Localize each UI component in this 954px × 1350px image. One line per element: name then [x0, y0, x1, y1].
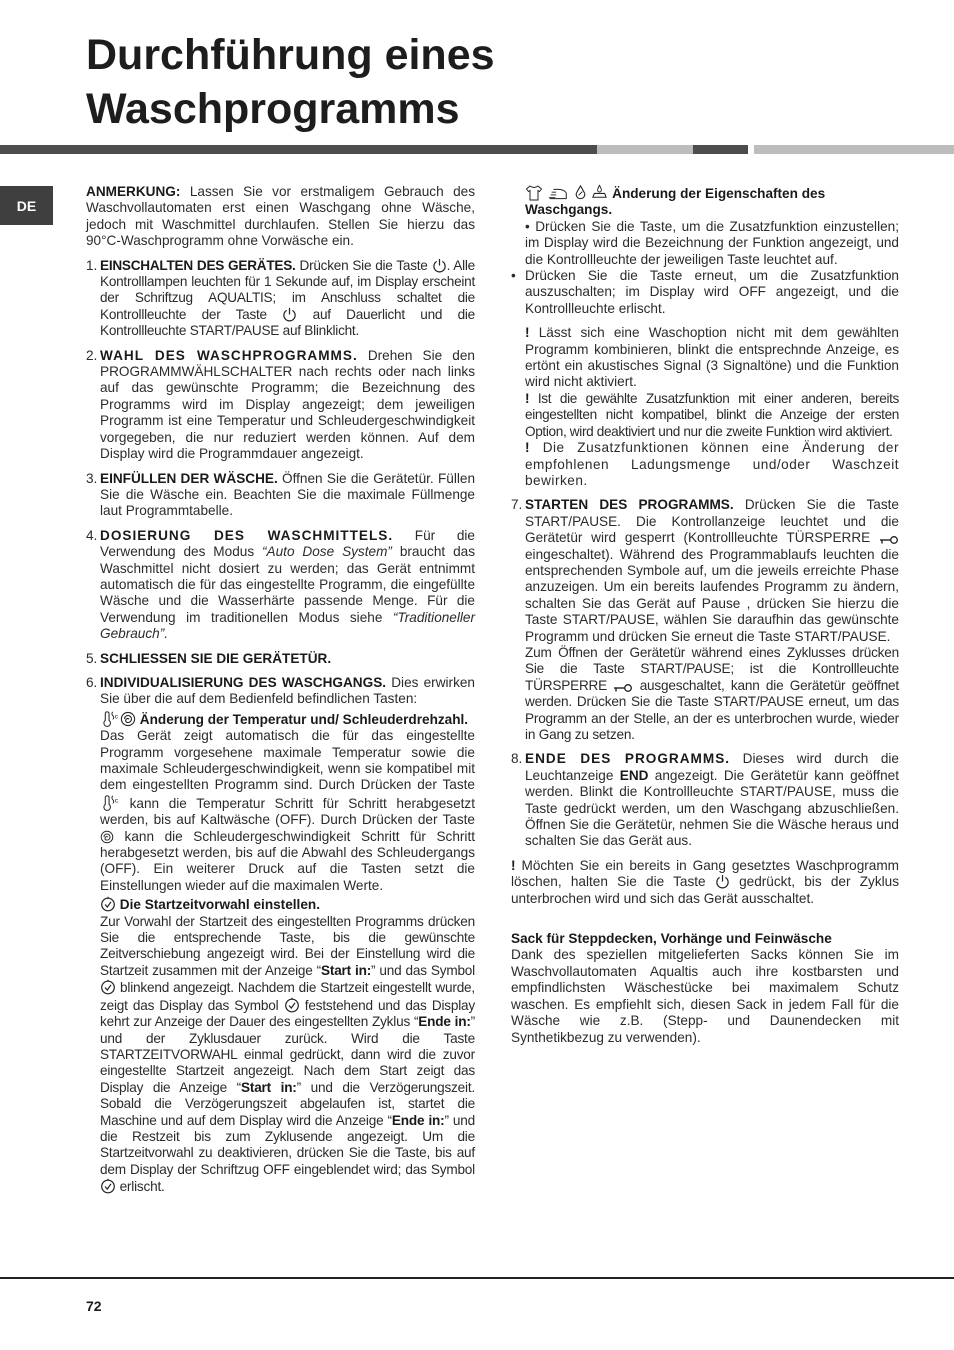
- title-line-1: Durchführung eines: [86, 31, 495, 79]
- delay-text: blinkend angezeigt. Nachdem die Startzeit eingestellt wurde, zeigt das Display das Symbol: [100, 980, 475, 1013]
- step-heading: SCHLIESSEN SIE DIE GERÄTETÜR.: [100, 650, 332, 666]
- warning-mark: !: [525, 440, 531, 456]
- step-text: Zum Öffnen der Gerätetür während eines Zyklusses drücken Sie die Taste START/PAUSE; ist die Kontrollleuchte TÜRSPERRE: [525, 644, 899, 693]
- power-icon: [282, 307, 297, 322]
- step-number: 8.: [511, 751, 523, 767]
- spin-text: kann die Schleudergeschwindigkeit Schritt für Schritt herabgesetzt werden, bis auf die Abwahl des Schleudergangs (OFF). Ein weiterer Druck auf die Tasten setzt die Einstellungen wieder auf die maximalen Werte.: [100, 828, 475, 893]
- sack-text: Dank des speziellen mitgelieferten Sacks können Sie im Waschvollautomaten Aqualtis auch ihre kostbarsten und empfindlichsten Wäschestücke bei maximalem Schutz waschen. Es empfiehlt sich, diesen Sack in jedem Fall für die Wäsche wie z.B. (Stepp- und Daunendecken mit Synthetikbezug zu verwenden).: [511, 947, 899, 1045]
- step-heading: DOSIERUNG DES WASCHMITTELS.: [100, 527, 394, 543]
- rule-segment: [693, 145, 748, 154]
- delay-start-icon: [284, 997, 300, 1013]
- title-line-2: Waschprogramms: [86, 85, 460, 133]
- indent: [511, 325, 525, 489]
- step-3: [86, 471, 475, 520]
- step-number: 4.: [86, 527, 98, 543]
- step-number: 3.: [86, 470, 98, 486]
- options-heading: Änderung der Eigenschaften des Waschgangs.: [525, 186, 826, 218]
- rule-segment: [597, 145, 693, 154]
- page-title: [86, 28, 495, 136]
- delay-text: erlischt.: [116, 1179, 165, 1195]
- temperature-spin-heading: Änderung der Temperatur und/ Schleuderdrehzahl.: [136, 711, 469, 727]
- display-end-label: Ende in:: [418, 1014, 471, 1030]
- temperature-text: kann die Temperatur Schritt für Schritt herabgesetzt werden, bis auf Kaltwäsche (OFF). Durch Drücken der Taste: [100, 795, 475, 828]
- step-heading: INDIVIDUALISIERUNG DES WASCHGANGS.: [100, 674, 387, 690]
- warning-text: Ist die gewählte Zusatzfunktion mit einer anderen, bereits eingestellten nicht kompatibel, blinkt die Anzeige der ersten Option, wird deaktiviert und nur die zweite Funktion wird aktiviert.: [525, 390, 899, 439]
- delay-text: feststehend und das Display kehrt zur Anzeige der Dauer des eingestellten Zyklus “: [100, 997, 475, 1030]
- bullet-mark: •: [511, 268, 516, 284]
- note-paragraph: [86, 184, 475, 250]
- temperature-text: Das Gerät zeigt automatisch die für das eingestellte Programm vorgesehene maximale Temperatur sowie die maximale Schleudergeschwindigkeit, wenn sie kompatibel mit dem eingestellten Programm sind. Durch Drücken der Taste: [100, 728, 475, 793]
- step-heading: EINSCHALTEN DES GERÄTES.: [100, 257, 296, 273]
- step-text: Für die Verwendung des Modus: [100, 527, 475, 560]
- sack-heading: Sack für Steppdecken, Vorhänge und Feinwäsche: [511, 931, 832, 947]
- cancel-text: gedrückt, bis der Zyklus unterbrochen wird und sich das Gerät ausschaltet.: [511, 874, 899, 906]
- temperature-icon: [100, 794, 120, 811]
- step-text: angezeigt. Die Gerätetür kann geöffnet werden. Blinkt die Kontrollleuchte START/PAUSE, muss die Taste gedrückt werden, um den Waschgang abzuschließen. Öffnen Sie die Gerätetür, nehmen Sie die Wäsche heraus und schalten Sie das Gerät aus.: [525, 767, 899, 849]
- page-number: 72: [86, 1298, 102, 1314]
- step-number: 6.: [86, 674, 98, 690]
- step-7: [511, 497, 899, 743]
- step-heading: ENDE DES PROGRAMMS.: [525, 751, 731, 767]
- cancel-paragraph: [511, 858, 899, 907]
- step-text: Drücken Sie die Taste: [295, 257, 432, 273]
- cancel-text: Möchten Sie ein bereits in Gang gesetztes Waschprogramm löschen, halten Sie die Taste: [511, 857, 899, 890]
- options-bullet-2: Drücken Sie die Taste erneut, um die Zusatzfunktion auszuschalten; im Display wird OFF angezeigt, und die Kontrollleuchte erlischt.: [525, 268, 899, 316]
- door-lock-key-icon: [613, 683, 633, 693]
- header-rule-bar: [0, 145, 954, 154]
- delay-start-icon: [100, 979, 116, 995]
- step-heading: WAHL DES WASCHPROGRAMMS.: [100, 347, 358, 363]
- shirt-icon: [525, 185, 543, 201]
- step-text: Öffnen Sie die Gerätetür. Füllen Sie die Wäsche ein. Beachten Sie die maximale Füllmenge laut Programmtabelle.: [100, 470, 476, 519]
- temperature-spin-section: [100, 710, 475, 894]
- power-icon: [432, 258, 447, 273]
- step-number: 5.: [86, 650, 98, 666]
- warning-mark: !: [525, 325, 530, 341]
- power-icon: [715, 874, 730, 889]
- stain-icon: [573, 184, 588, 201]
- indent: [511, 184, 525, 268]
- step-text: Dieses wird durch die Leuchtanzeige: [525, 751, 899, 783]
- door-lock-key-icon: [879, 535, 899, 545]
- display-end-label: Ende in:: [391, 1112, 445, 1128]
- delay-text: ” und das Symbol: [371, 962, 475, 978]
- right-column: [511, 184, 899, 1046]
- step-text: Drücken Sie die Taste START/PAUSE. Die Kontrollanzeige leuchtet und die Gerätetür wird gesperrt (Kontrollleuchte TÜRSPERRE: [525, 497, 899, 546]
- delay-start-section: [100, 896, 475, 1195]
- step-1: [86, 258, 475, 340]
- warning-mark: !: [511, 857, 516, 873]
- left-column: [86, 184, 475, 1204]
- step-text: ausgeschaltet, kann die Gerätetür geöffnet werden. Drücken Sie die Taste START/PAUSE erneut, um das Programm an der Stelle, an der es unterbrochen wurde, wieder in Gang zu setzen.: [525, 677, 899, 742]
- spin-icon: [100, 830, 114, 844]
- delay-text: ” und der Zyklusdauer zurück. Wird die Taste STARTZEITVORWAHL einmal gedrückt, dann wird die zuvor eingestellte Startzeit angezeigt. Nach dem Start zeigt das Display die Anzeige “: [100, 1014, 475, 1095]
- step-2: [86, 348, 475, 463]
- step-6: [86, 675, 475, 1196]
- rinse-icon: [591, 184, 608, 201]
- step-number: 2.: [86, 347, 98, 363]
- end-indicator: END: [619, 767, 649, 783]
- warning-text: Die Zusatzfunktionen können eine Änderung der empfohlenen Ladungsmenge und/oder Waschzeit bewirken.: [525, 440, 899, 488]
- step-text: auf Dauerlicht und die Kontrollleuchte START/PAUSE auf Blinklicht.: [100, 306, 475, 339]
- options-bullet-2-row: [511, 268, 899, 317]
- options-bullet-1: • Drücken Sie die Taste, um die Zusatzfunktion einzustellen; im Display wird die Bezeichnung der Funktion angezeigt, und die Kontrollleuchte der jeweiligen Taste leuchtet auf.: [525, 218, 899, 267]
- step-text: eingeschaltet). Während des Programmablaufs leuchten die entsprechenden Symbole auf, um die jeweils erreichte Phase anzuzeigen. Um ein bereits laufendes Programm zu ändern, schalten Sie das Gerät auf Pause , drücken Sie hierzu die Taste START/PAUSE, wählen Sie daraufhin das gewünschte Programm und drücken Sie erneut die Taste START/PAUSE.: [525, 546, 899, 644]
- step-number: 7.: [511, 497, 523, 513]
- spin-icon: [120, 711, 136, 727]
- step-number: 1.: [86, 257, 98, 273]
- step-text: braucht das Waschmittel nicht dosiert zu werden; das Gerät entnimmt automatisch die für das eingestellte Programm, die eingefüllte Wäsche und die Wasserhärte passende Menge. Für die Verwendung im traditionellen Modus siehe: [100, 544, 475, 625]
- step-text: Dies erwirken Sie über die auf dem Bedienfeld befindlichen Tasten:: [100, 674, 475, 707]
- delay-text: ” und die Verzögerungszeit. Sobald die Verzögerungszeit abgelaufen ist, startet die Maschine und auf dem Display wird die Anzeige “: [100, 1079, 475, 1128]
- warning-mark: !: [525, 390, 530, 406]
- delay-text: Zur Vorwahl der Startzeit des eingestellten Programms drücken Sie die entsprechende Taste, bis die gewünschte Zeitverschiebung angezeigt wird. Bei der Einstellung wird die Startzeit zusammen mit der Anzeige “: [100, 913, 475, 978]
- display-start-label: Start in:: [321, 962, 372, 978]
- step-text: Drehen Sie den PROGRAMMWÄHLSCHALTER nach rechts oder nach links auf das gewünschte Programm; die Bezeichnung des Programms wird im Display angezeigt; dem jeweiligen Programm ist eine Temperatur und Schleudergeschwindigkeit vorgegeben, die nur reduziert werden können. Auf dem Display wird die Programmdauer angezeigt.: [100, 347, 475, 462]
- delay-start-icon: [100, 1178, 116, 1194]
- options-section: [511, 184, 899, 268]
- rule-segment: [0, 145, 597, 154]
- options-warnings: [511, 325, 899, 489]
- step-italic: “Traditioneller Gebrauch”.: [100, 609, 475, 642]
- display-start-label: Start in:: [241, 1079, 297, 1095]
- step-heading: EINFÜLLEN DER WÄSCHE.: [100, 470, 278, 486]
- language-badge: DE: [0, 186, 53, 225]
- step-italic: “Auto Dose System”: [262, 544, 392, 560]
- step-text: . Alle Kontrolllampen leuchten für 1 Sekunde auf, im Display erscheint der Schriftzug AQUALTIS; im Anschluss schaltet die Kontrollleuchte der Taste: [100, 257, 475, 322]
- delay-text: ” und die Restzeit bis zum Zyklusende angezeigt. Um die Startzeitvorwahl zu deaktivieren, drücken Sie die Taste, bis auf dem Display der Schriftzug OFF eingeblendet wird; das Symbol: [100, 1112, 475, 1177]
- step-4: [86, 528, 475, 643]
- note-label: ANMERKUNG:: [86, 184, 181, 199]
- temperature-icon: [100, 710, 120, 727]
- rule-segment: [754, 145, 954, 154]
- step-heading: STARTEN DES PROGRAMMS.: [525, 497, 734, 513]
- note-text: Lassen Sie vor erstmaligem Gebrauch des Waschvollautomaten erst einen Waschgang ohne Wäsche, jedoch mit Waschmittel durchlaufen. Stellen Sie hierzu das 90°C-Waschprogramm ohne Vorwäsche ein.: [86, 184, 475, 249]
- iron-icon: [547, 187, 569, 201]
- delay-start-heading: Die Startzeitvorwahl einstellen.: [116, 897, 320, 913]
- step-8: [511, 751, 899, 849]
- warning-text: Lässt sich eine Waschoption nicht mit dem gewählten Programm kombinieren, blinkt die entsprechnde Anzeige, es ertönt ein akustisches Signal (3 Signaltöne) und die Funktion wird nicht aktiviert.: [525, 325, 899, 390]
- delay-start-icon: [100, 896, 116, 912]
- step-5: [86, 651, 475, 667]
- footer-rule: [0, 1277, 954, 1279]
